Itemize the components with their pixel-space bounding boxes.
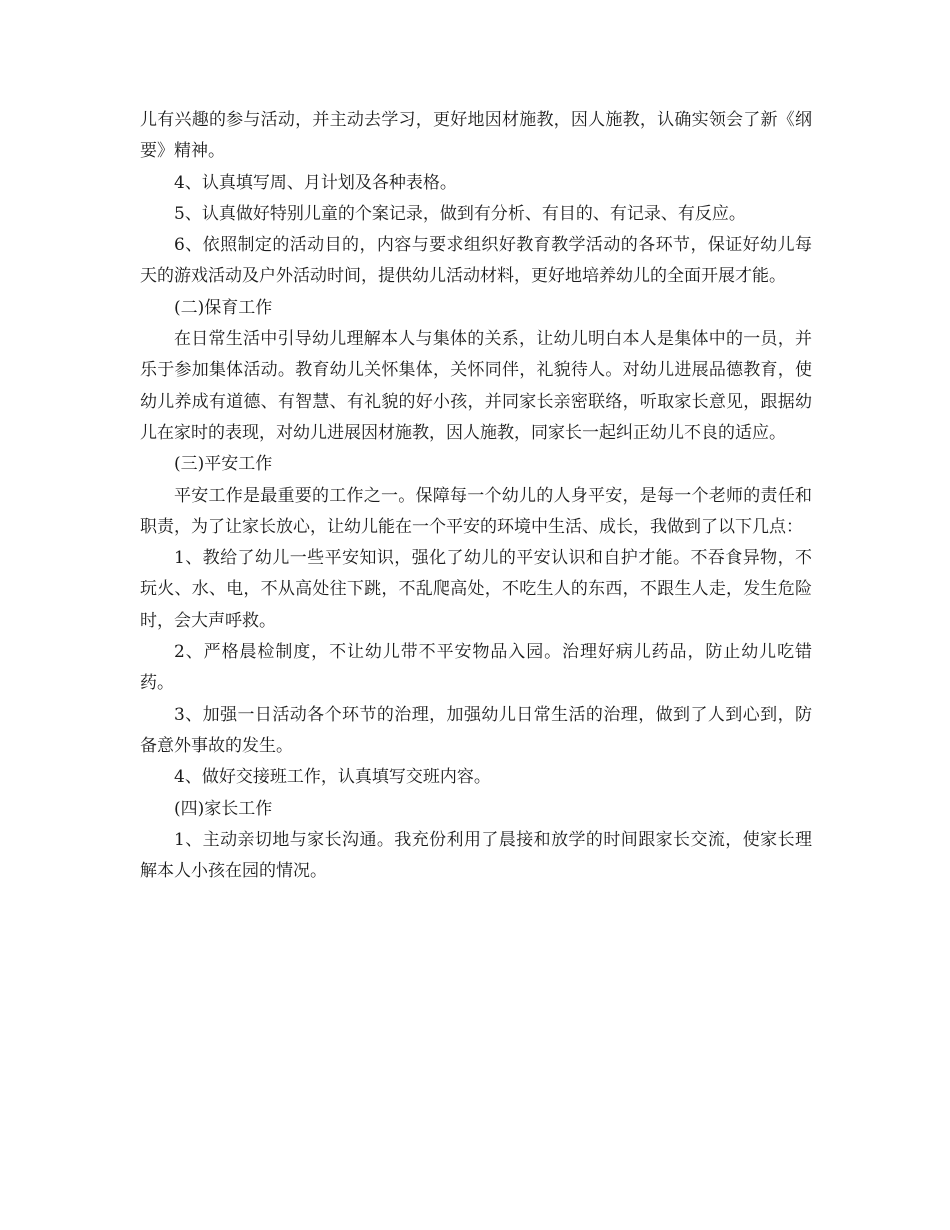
paragraph-care-work: 在日常生活中引导幼儿理解本人与集体的关系，让幼儿明白本人是集体中的一员，并乐于参加集体活动。教育幼儿关怀集体，关怀同伴，礼貌待人。对幼儿进展品德教育，使幼儿养成有道德、有智慧、有礼貌的好小孩，并同家长亲密联络，听取家长意见，跟据幼儿在家时的表现，对幼儿进展因材施教，因人施教，同家长一起纠正幼儿不良的适应。 xyxy=(140,329,812,443)
list-item-4: 4、认真填写周、月计划及各种表格。 xyxy=(174,172,457,193)
section-heading-care-work: (二)保育工作 xyxy=(174,297,273,318)
list-item-safety-2: 2、严格晨检制度，不让幼儿带不平安物品入园。治理好病儿药品，防止幼儿吃错药。 xyxy=(140,642,812,694)
paragraph-continuation: 儿有兴趣的参与活动，并主动去学习，更好地因材施教，因人施教，认确实领会了新《纲要》精神。 xyxy=(140,110,812,162)
list-item-safety-1: 1、教给了幼儿一些平安知识，强化了幼儿的平安认识和自护才能。不吞食异物，不玩火、水、电，不从高处往下跳，不乱爬高处，不吃生人的东西，不跟生人走，发生危险时，会大声呼救。 xyxy=(140,548,812,631)
list-item-5: 5、认真做好特别儿童的个案记录，做到有分析、有目的、有记录、有反应。 xyxy=(174,203,746,224)
list-item-parent-1: 1、主动亲切地与家长沟通。我充份利用了晨接和放学的时间跟家长交流，使家长理解本人小孩在园的情况。 xyxy=(140,829,812,882)
list-item-safety-4: 4、做好交接班工作，认真填写交班内容。 xyxy=(174,767,491,788)
paragraph-safety-work: 平安工作是最重要的工作之一。保障每一个幼儿的人身平安，是每一个老师的责任和职责，为了让家长放心，让幼儿能在一个平安的环境中生活、成长，我做到了以下几点： xyxy=(140,485,812,537)
list-item-6: 6、依照制定的活动目的，内容与要求组织好教育教学活动的各环节，保证好幼儿每天的游戏活动及户外活动时间，提供幼儿活动材料，更好地培养幼儿的全面开展才能。 xyxy=(140,235,812,287)
list-item-safety-3: 3、加强一日活动各个环节的治理，加强幼儿日常生活的治理，做到了人到心到，防备意外事故的发生。 xyxy=(140,704,812,756)
section-heading-parent-work: (四)家长工作 xyxy=(174,798,273,819)
section-heading-safety-work: (三)平安工作 xyxy=(174,454,273,475)
